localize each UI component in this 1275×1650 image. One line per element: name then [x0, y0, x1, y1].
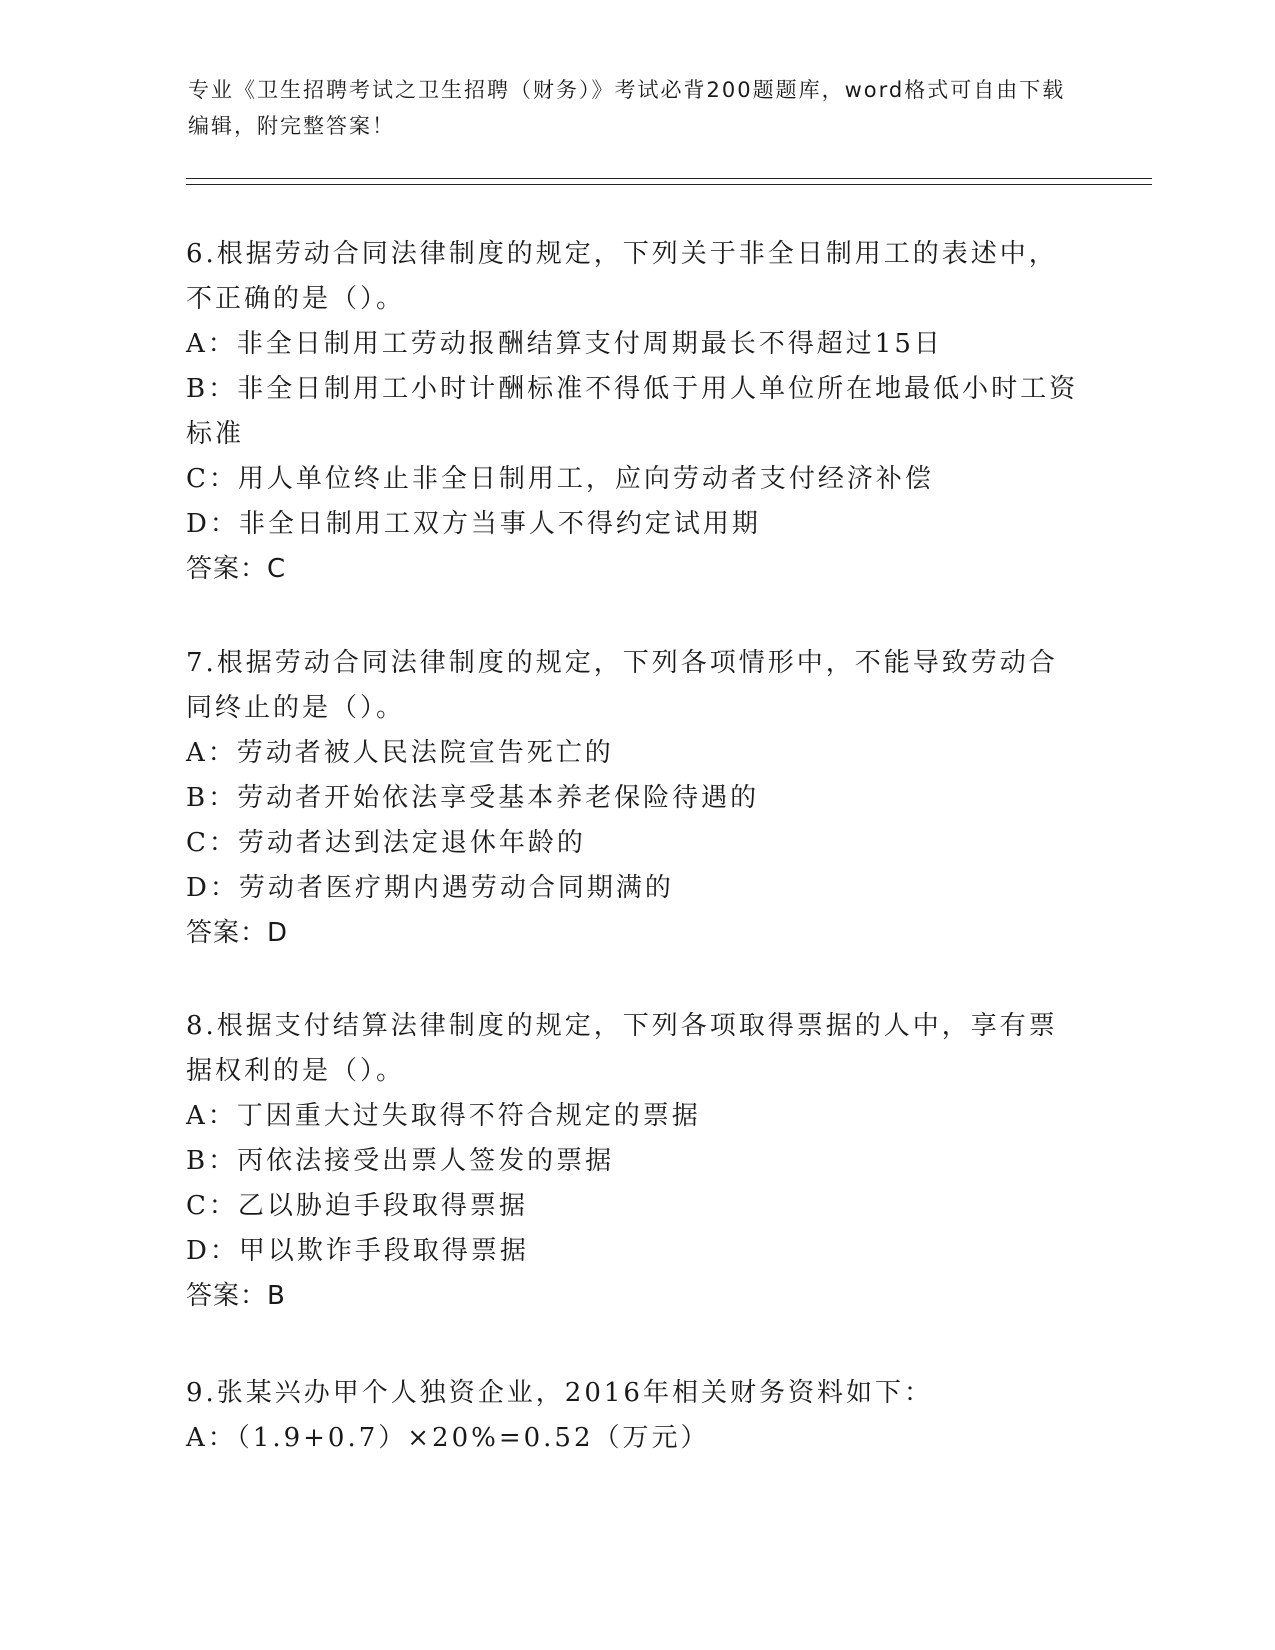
- option-a: A：（1.9+0.7）×20%=0.52（万元）: [186, 1423, 710, 1453]
- option-d: D：非全日制用工双方当事人不得约定试用期: [186, 509, 761, 539]
- option-b: B：丙依法接受出票人签发的票据: [186, 1146, 615, 1176]
- option-c: C：乙以胁迫手段取得票据: [186, 1191, 528, 1221]
- question-stem: 8.根据支付结算法律制度的规定，下列各项取得票据的人中，享有票据权利的是（）。: [186, 1011, 1058, 1086]
- answer: 答案：B: [186, 1281, 286, 1311]
- option-b: B：劳动者开始依法享受基本养老保险待遇的: [186, 783, 760, 813]
- option-a: A：非全日制用工劳动报酬结算支付周期最长不得超过15日: [186, 329, 943, 359]
- question-stem: 6.根据劳动合同法律制度的规定，下列关于非全日制用工的表述中，不正确的是（）。: [186, 239, 1058, 314]
- option-c: C：用人单位终止非全日制用工，应向劳动者支付经济补偿: [186, 464, 934, 494]
- option-c: C：劳动者达到法定退休年龄的: [186, 828, 586, 858]
- option-b: B：非全日制用工小时计酬标准不得低于用人单位所在地最低小时工资标准: [186, 374, 1079, 449]
- question-9: [186, 1371, 1086, 1461]
- option-d: D：甲以欺诈手段取得票据: [186, 1236, 529, 1266]
- question-7: [186, 641, 1086, 956]
- question-stem: 7.根据劳动合同法律制度的规定，下列各项情形中，不能导致劳动合同终止的是（）。: [186, 648, 1058, 723]
- question-stem: 9.张某兴办甲个人独资企业，2016年相关财务资料如下：: [186, 1378, 933, 1408]
- document-header: 专业《卫生招聘考试之卫生招聘（财务）》考试必背200题题库，word格式可自由下载编辑，附完整答案！: [188, 78, 1066, 138]
- answer: 答案：C: [186, 554, 287, 584]
- question-8: [186, 1004, 1086, 1319]
- option-d: D：劳动者医疗期内遇劳动合同期满的: [186, 873, 674, 903]
- option-a: A：丁因重大过失取得不符合规定的票据: [186, 1101, 701, 1131]
- option-a: A：劳动者被人民法院宣告死亡的: [186, 738, 614, 768]
- answer: 答案：D: [186, 918, 289, 948]
- header-divider: [186, 178, 1152, 185]
- question-6: [186, 232, 1086, 592]
